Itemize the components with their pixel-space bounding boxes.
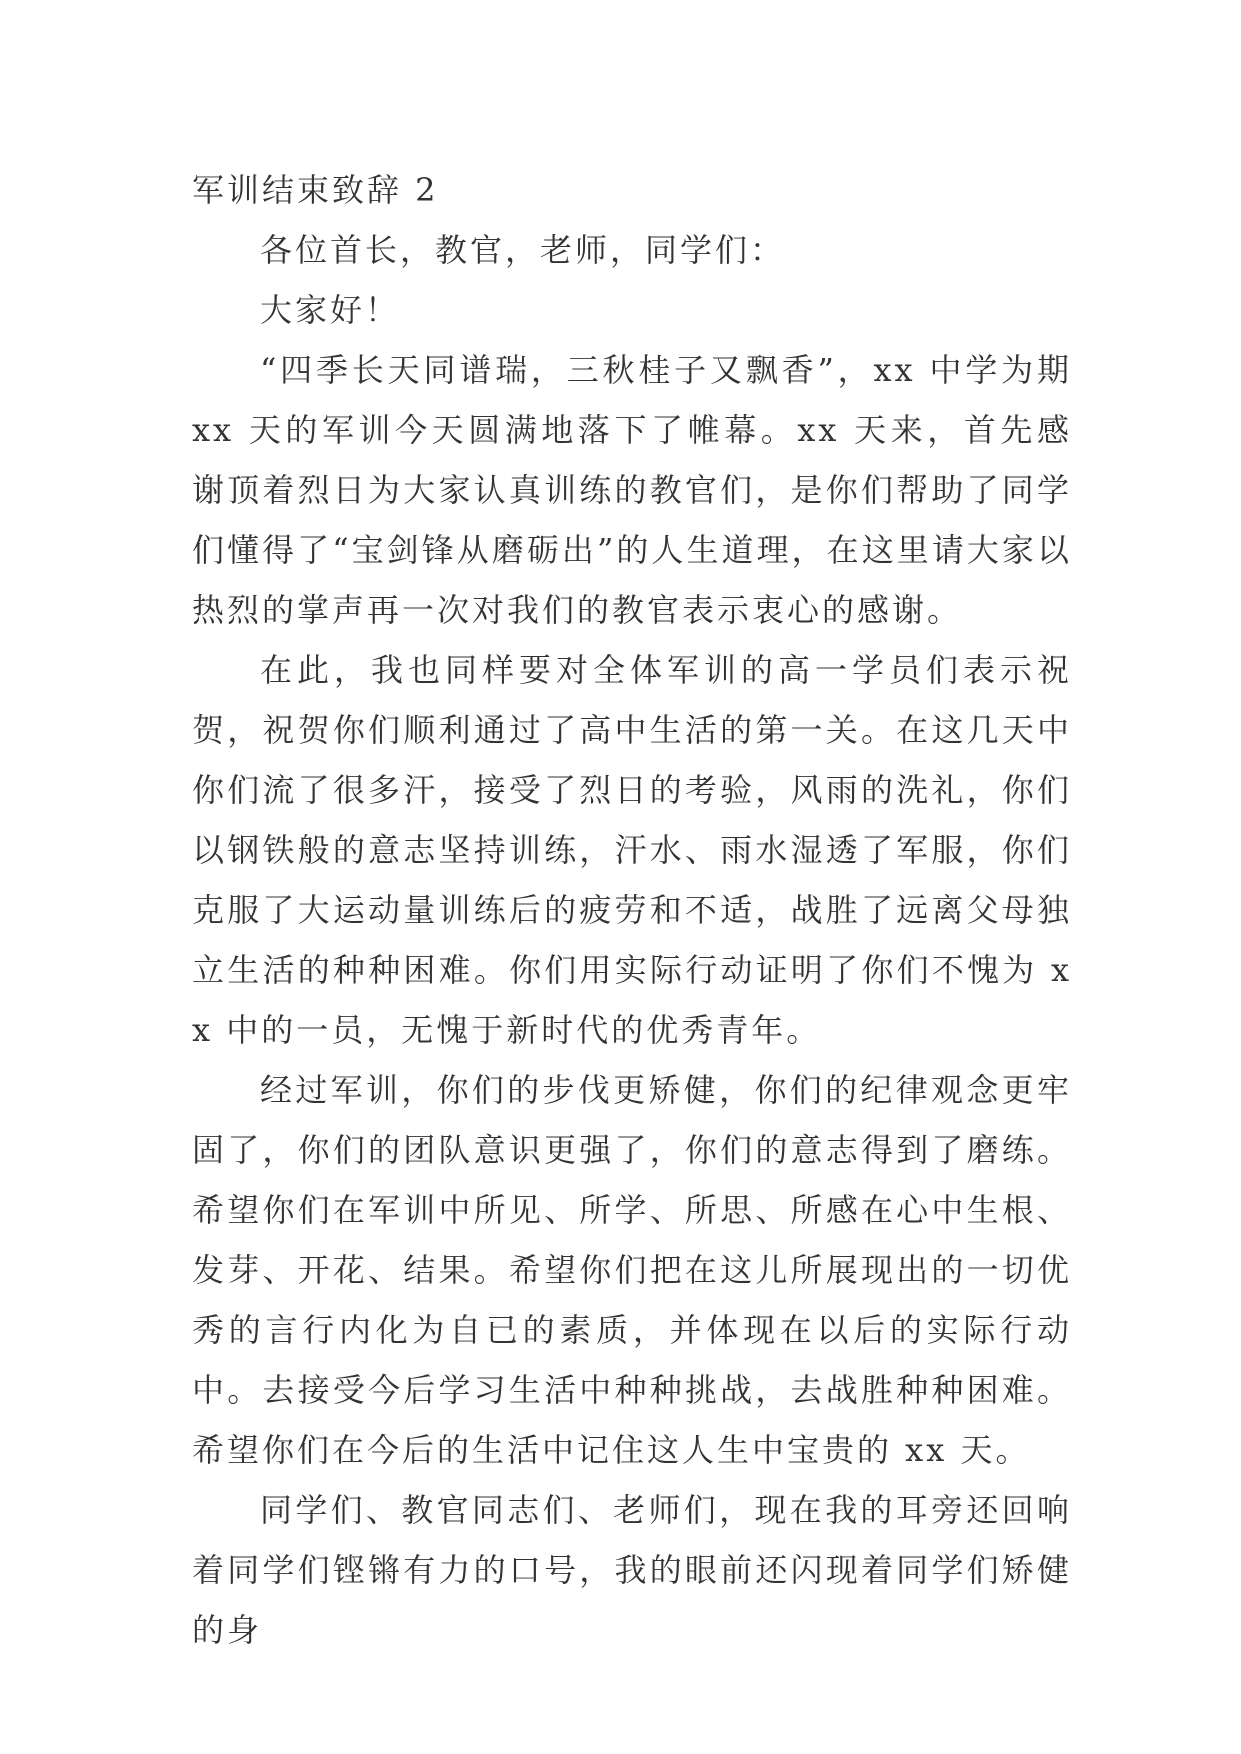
- document-body: [192, 160, 1072, 1660]
- paragraph-hello: 大家好！: [260, 291, 401, 329]
- paragraph-congratulations: 在此，我也同样要对全体军训的高一学员们表示祝贺，祝贺你们顺利通过了高中生活的第一关。在这几天中你们流了很多汗，接受了烈日的考验，风雨的洗礼，你们以钢铁般的意志坚持训练，汗水、雨水湿透了军服，你们克服了大运动量训练后的疲劳和不适，战胜了远离父母独立生活的种种困难。你们用实际行动证明了你们不愧为 xx 中的一员，无愧于新时代的优秀青年。: [192, 651, 1072, 1049]
- paragraph-closing: 同学们、教官同志们、老师们，现在我的耳旁还回响着同学们铿锵有力的口号，我的眼前还闪现着同学们矫健的身: [192, 1491, 1072, 1649]
- document-title: 军训结束致辞 2: [192, 171, 439, 209]
- paragraph-hopes: 经过军训，你们的步伐更矫健，你们的纪律观念更牢固了，你们的团队意识更强了，你们的意志得到了磨练。希望你们在军训中所见、所学、所思、所感在心中生根、发芽、开花、结果。希望你们把在这儿所展现出的一切优秀的言行内化为自已的素质，并体现在以后的实际行动中。去接受今后学习生活中种种挑战，去战胜种种困难。希望你们在今后的生活中记住这人生中宝贵的 xx 天。: [192, 1071, 1072, 1469]
- paragraph-greeting: 各位首长，教官，老师，同学们：: [260, 231, 786, 269]
- paragraph-thanks-instructors: “四季长天同谱瑞，三秋桂子又飘香”，xx 中学为期 xx 天的军训今天圆满地落下了帷幕。xx 天来，首先感谢顶着烈日为大家认真训练的教官们，是你们帮助了同学们懂得了“宝剑锋从磨砺出”的人生道理，在这里请大家以热烈的掌声再一次对我们的教官表示衷心的感谢。: [192, 351, 1072, 629]
